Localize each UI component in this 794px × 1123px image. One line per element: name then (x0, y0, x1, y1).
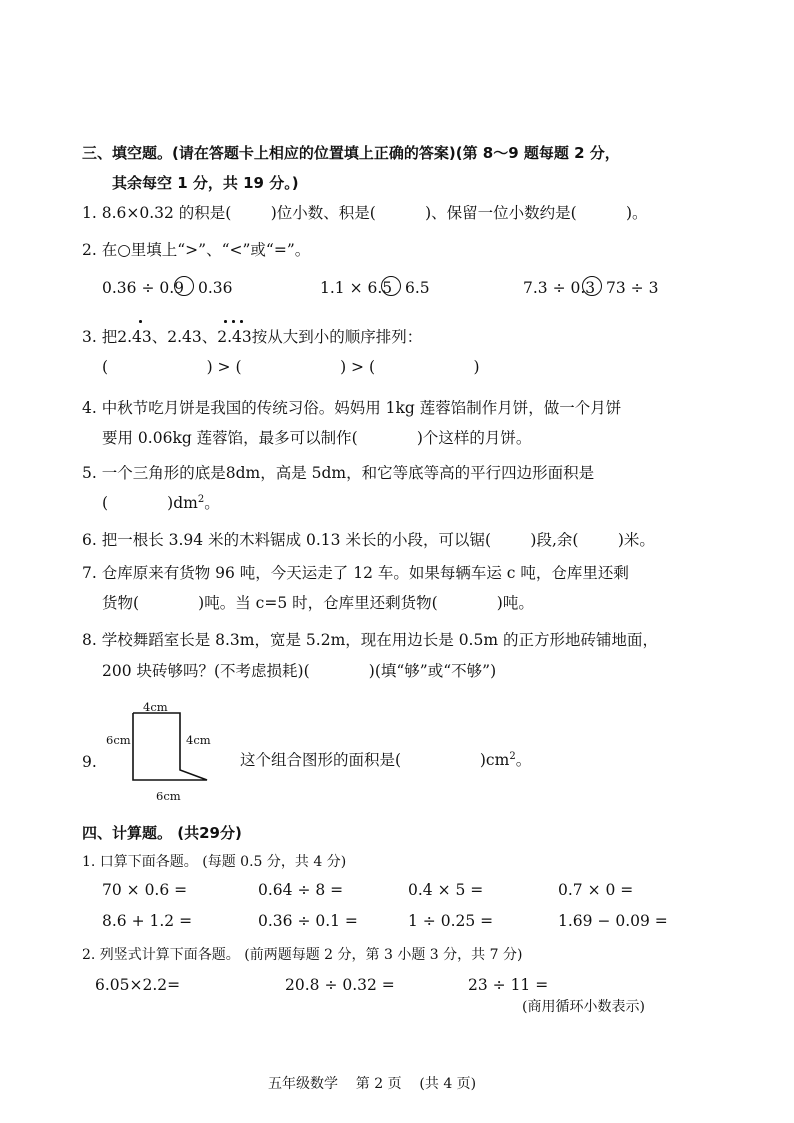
oral-calc-item: 1.69 − 0.09 = (558, 912, 668, 930)
compare-c-left: 7.3 ÷ 0.3 (523, 279, 596, 297)
question-9-text: 这个组合图形的面积是( )$cm^2$。 (240, 750, 532, 769)
label-left-6cm: 6cm (106, 733, 131, 747)
repeating-dot-icon (232, 320, 235, 323)
oral-calc-item: 0.64 ÷ 8 = (258, 881, 344, 899)
section4-title: 四、计算题。 (共29分) (82, 824, 242, 842)
oral-calc-item: 0.4 × 5 = (408, 881, 484, 899)
question-2: 2. 在○里填上“>”、“<”或“=”。 (82, 241, 311, 259)
calc-2-title: 2. 列竖式计算下面各题。 (前两题每题 2 分，第 3 小题 3 分，共 7 分) (82, 947, 523, 963)
vertical-calc-item: 6.05×2.2= (95, 976, 181, 994)
compare-a-left: 0.36 ÷ 0.9 (102, 279, 185, 297)
vertical-calc-item: 20.8 ÷ 0.32 = (285, 976, 395, 994)
compare-circle-icon (381, 276, 401, 296)
compare-b-left: 1.1 × 6.5 (320, 279, 393, 297)
oral-calc-item: 8.6 + 1.2 = (102, 912, 193, 930)
compare-a-right: 0.36 (198, 279, 233, 297)
calc-1-title: 1. 口算下面各题。 (每题 0.5 分，共 4 分) (82, 854, 347, 870)
question-8-line2: 200 块砖够吗？(不考虑损耗)( )(填“够”或“不够”) (102, 662, 497, 680)
question-7-line1: 7. 仓库原来有货物 96 吨，今天运走了 12 车。如果每辆车运 c 吨，仓库里还剩 (82, 564, 629, 582)
label-top-4cm: 4cm (143, 700, 168, 714)
order-blanks: ( ) > ( ) > ( ) (102, 358, 480, 376)
oral-calc-item: 70 × 0.6 = (102, 881, 188, 899)
repeating-dot-icon (139, 320, 142, 323)
question-6: 6. 把一根长 3.94 米的木料锯成 0.13 米长的小段，可以锯( )段,余( )米。 (82, 531, 655, 549)
section3-title-cont: 其余每空 1 分，共 19 分。) (112, 174, 299, 192)
compare-circle-icon (582, 276, 602, 296)
question-4-line2: 要用 0.06kg 莲蓉馅，最多可以制作( )个这样的月饼。 (102, 429, 532, 447)
label-inner-4cm: 4cm (186, 733, 211, 747)
question-5-line1: 5. 一个三角形的底是8dm，高是 5dm，和它等底等高的平行四边形面积是 (82, 464, 595, 482)
question-1: 1. 8.6×0.32 的积是( )位小数、积是( )、保留一位小数约是( )。 (82, 204, 648, 222)
calc-2-note: (商用循环小数表示) (522, 999, 645, 1015)
oral-calc-item: 0.7 × 0 = (558, 881, 634, 899)
question-5-line2: ( )$dm^2$。 (102, 493, 220, 512)
page-footer: 五年级数学 第 2 页 (共 4 页) (268, 1076, 477, 1092)
vertical-calc-item: 23 ÷ 11 = (468, 976, 549, 994)
compare-c-right: 73 ÷ 3 (606, 279, 659, 297)
question-3: 3. 把2.43、2.43、2.43按从大到小的顺序排列： (82, 328, 423, 346)
oral-calc-item: 0.36 ÷ 0.1 = (258, 912, 358, 930)
compare-circle-icon (174, 276, 194, 296)
compare-b-right: 6.5 (405, 279, 430, 297)
label-bottom-6cm: 6cm (156, 789, 181, 803)
question-9-number: 9. (82, 753, 97, 771)
question-8-line1: 8. 学校舞蹈室长是 8.3m，宽是 5.2m，现在用边长是 0.5m 的正方形地砖铺地面， (82, 631, 658, 649)
section3-title: 三、填空题。(请在答题卡上相应的位置填上正确的答案)(第 8～9 题每题 2 分， (82, 144, 620, 162)
oral-calc-item: 1 ÷ 0.25 = (408, 912, 494, 930)
question-7-line2: 货物( )吨。当 c=5 时，仓库里还剩货物( )吨。 (102, 594, 534, 612)
repeating-dot-icon (224, 320, 227, 323)
question-4-line1: 4. 中秋节吃月饼是我国的传统习俗。妈妈用 1kg 莲蓉馅制作月饼，做一个月饼 (82, 399, 622, 417)
repeating-dot-icon (240, 320, 243, 323)
